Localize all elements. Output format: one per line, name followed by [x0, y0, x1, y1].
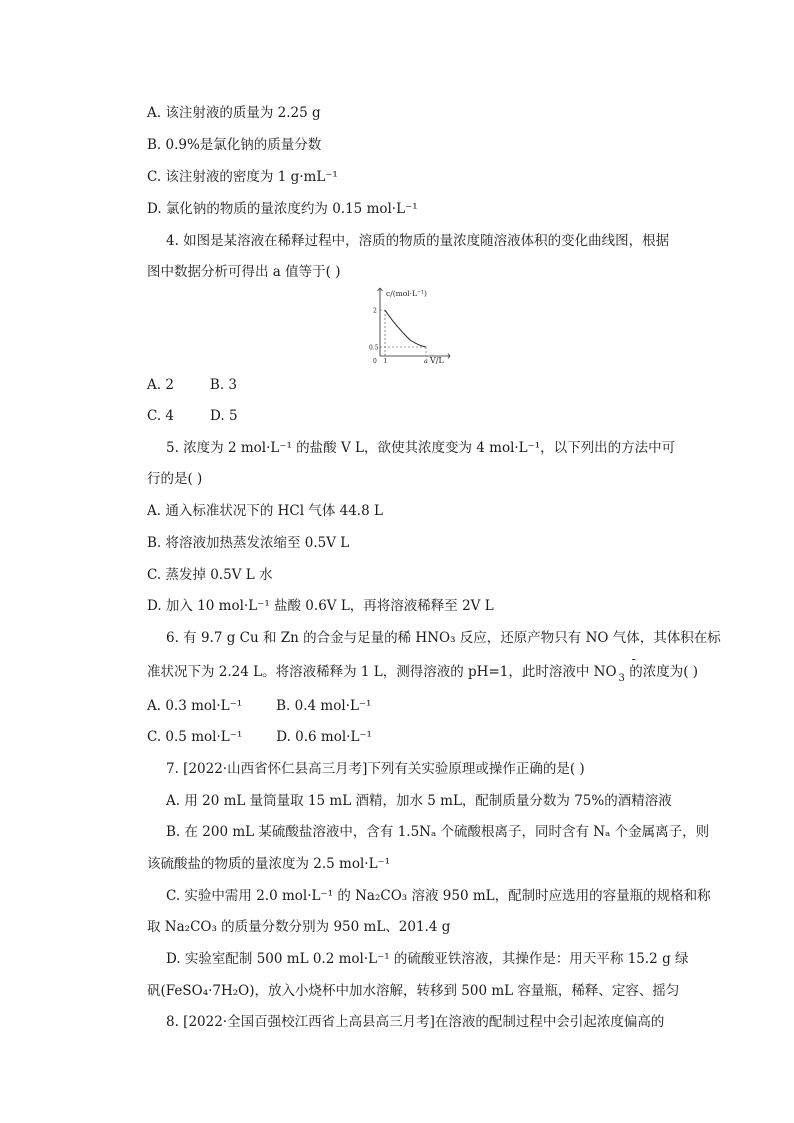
option-4b: B. 3 [209, 377, 238, 393]
nitrate-charge: - [631, 652, 636, 666]
option-6b: B. 0.4 mol·L⁻¹ [276, 698, 372, 714]
y-tick-2: 2 [373, 307, 377, 315]
x-tick-1: 1 [383, 358, 388, 364]
option-3b: B. 0.9%是氯化钠的质量分数 [147, 137, 322, 153]
question-8-stem: 8. [2022·全国百强校江西省上高县高三月考]在溶液的配制过程中会引起浓度偏高的 [166, 1014, 665, 1030]
question-4-stem-line2: 图中数据分析可得出 a 值等于( ) [147, 264, 341, 280]
option-7b-line2: 该硫酸盐的物质的量浓度为 2.5 mol·L⁻¹ [147, 856, 391, 872]
concentration-volume-graph [368, 284, 452, 364]
option-6a: A. 0.3 mol·L⁻¹ [147, 698, 243, 714]
option-3c: C. 该注射液的密度为 1 g·mL⁻¹ [147, 169, 338, 185]
option-4d: D. 5 [210, 408, 238, 424]
option-6c: C. 0.5 mol·L⁻¹ [147, 729, 243, 745]
option-5a: A. 通入标准状况下的 HCl 气体 44.8 L [147, 503, 383, 519]
nitrate-subscript: 3 [618, 673, 625, 684]
question-5-stem-line1: 5. 浓度为 2 mol·L⁻¹ 的盐酸 V L，欲使其浓度变为 4 mol·L⁻¹，以下列出的方法中可 [166, 440, 676, 456]
option-7c-line1: C. 实验中需用 2.0 mol·L⁻¹ 的 Na₂CO₃ 溶液 950 mL，配制时应选用的容量瓶的规格和称 [166, 888, 711, 904]
question-6-options-row1 [147, 697, 371, 715]
question-7-stem: 7. [2022·山西省怀仁县高三月考]下列有关实验原理或操作正确的是( ) [166, 761, 585, 777]
option-3d: D. 氯化钠的物质的量浓度约为 0.15 mol·L⁻¹ [147, 201, 418, 217]
y-tick-05: 0.5 [369, 344, 379, 352]
question-6-options-row2 [147, 728, 372, 746]
question-6-stem-line1: 6. 有 9.7 g Cu 和 Zn 的合金与足量的稀 HNO₃ 反应，还原产物只有 NO 气体，其体积在标 [166, 630, 721, 646]
x-axis-label: V/L [430, 356, 444, 364]
option-3a: A. 该注射液的质量为 2.25 g [147, 105, 321, 121]
option-7b-line1: B. 在 200 mL 某硫酸盐溶液中，含有 1.5Nₐ 个硫酸根离子，同时含有 Nₐ 个金属离子，则 [166, 824, 710, 840]
question-5-stem-line2: 行的是( ) [147, 471, 203, 487]
x-tick-0: 0 [373, 358, 377, 364]
x-tick-a: a [424, 357, 428, 364]
question-6-text-a: 准状况下为 2.24 L。将溶液稀释为 1 L，测得溶液的 pH=1，此时溶液中 [147, 664, 594, 680]
question-4-options-row1 [147, 376, 237, 394]
question-4-stem-line1: 4. 如图是某溶液在稀释过程中，溶质的物质的量浓度随溶液体积的变化曲线图，根据 [166, 233, 670, 249]
question-6-stem-line2 [147, 652, 699, 684]
option-7d-line2: 矾(FeSO₄·7H₂O)，放入小烧杯中加水溶解，转移到 500 mL 容量瓶，稀释、定容、摇匀 [147, 983, 680, 999]
nitrate-symbol: NO [593, 664, 617, 680]
option-7d-line1: D. 实验室配制 500 mL 0.2 mol·L⁻¹ 的硫酸亚铁溶液，其操作是：用天平称 15.2 g 绿 [166, 951, 689, 967]
option-6d: D. 0.6 mol·L⁻¹ [276, 729, 372, 745]
option-7c-line2: 取 Na₂CO₃ 的质量分数分别为 950 mL、201.4 g [147, 919, 451, 935]
question-4-options-row2 [147, 407, 238, 425]
option-5d: D. 加入 10 mol·L⁻¹ 盐酸 0.6V L，再将溶液稀释至 2V L [147, 598, 494, 614]
y-axis-label: c/(mol·L⁻¹) [386, 289, 427, 298]
nitrate-ion-formula [593, 652, 636, 684]
option-5b: B. 将溶液加热蒸发浓缩至 0.5V L [147, 535, 350, 551]
option-4c: C. 4 [147, 408, 175, 424]
dilution-curve [385, 310, 426, 347]
option-7a: A. 用 20 mL 量筒量取 15 mL 酒精，加水 5 mL，配制质量分数为 75%的酒精溶液 [166, 793, 672, 809]
option-4a: A. 2 [147, 377, 174, 393]
option-5c: C. 蒸发掉 0.5V L 水 [147, 567, 273, 583]
question-6-text-b: 的浓度为( ) [624, 664, 699, 680]
